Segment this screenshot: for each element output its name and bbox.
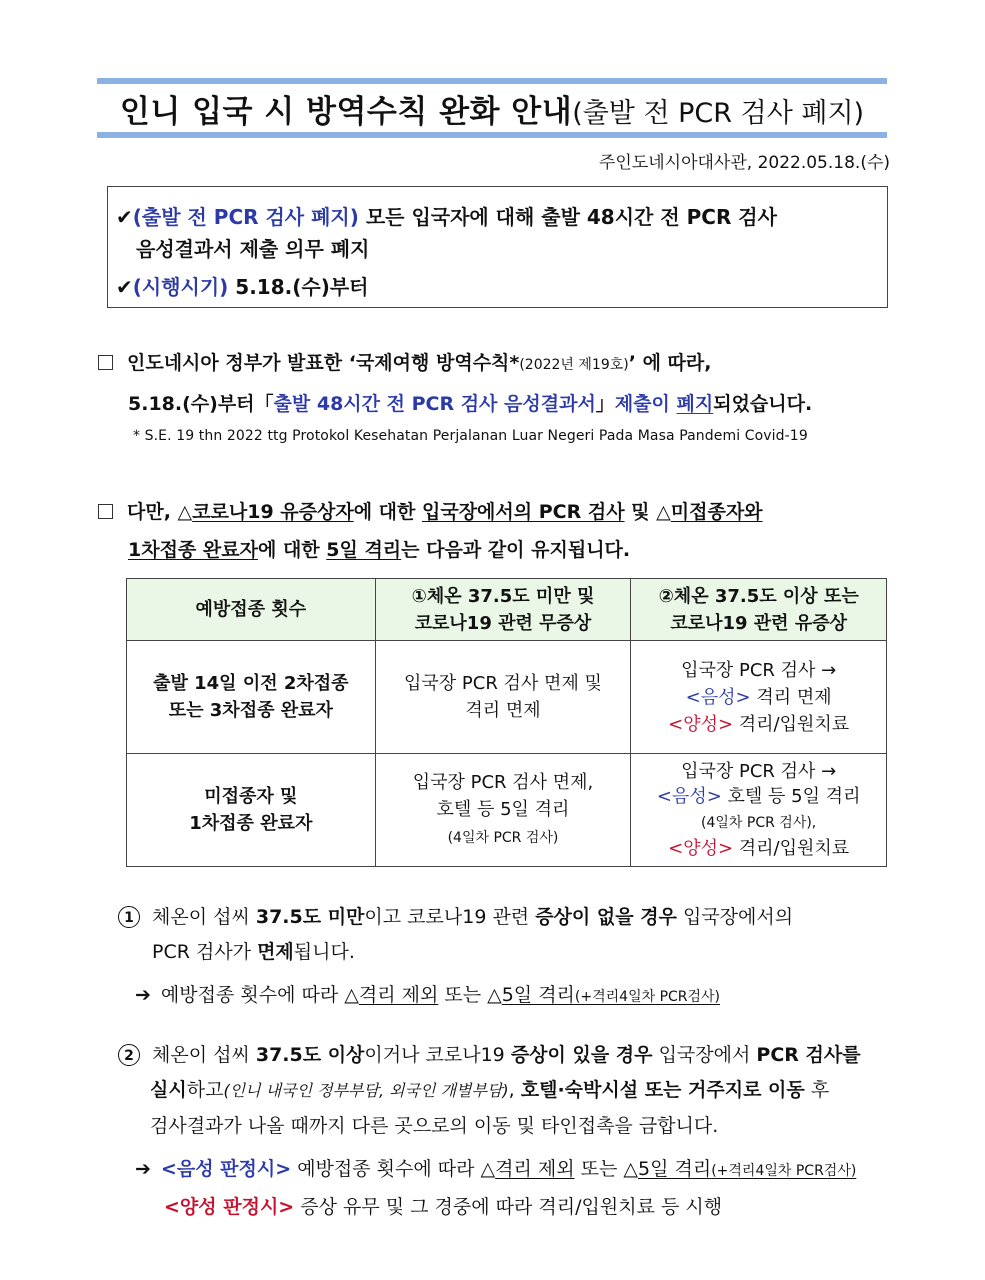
table-cell: 미접종자 및 1차접종 완료자	[127, 754, 376, 867]
item1-line2: PCR 검사가 면제됩니다.	[152, 941, 355, 963]
circled-number-2: 2	[118, 1044, 140, 1066]
title-sub: (출발 전 PCR 검사 폐지)	[572, 98, 865, 129]
circled-number-1: 1	[118, 906, 140, 928]
table-header-row	[127, 579, 887, 641]
footnote: * S.E. 19 thn 2022 ttg Protokol Kesehatan Perjalanan Luar Negeri Pada Masa Pandemi Covid-19	[133, 428, 808, 444]
section1-line1: 인도네시아 정부가 발표한 ‘국제여행 방역수칙*(2022년 제19호)’ 에 따라,	[98, 348, 711, 375]
arrow-right-icon: ➔	[135, 1158, 151, 1180]
table-cell: 출발 14일 이전 2차접종 또는 3차접종 완료자	[127, 641, 376, 754]
issuer-date: 주인도네시아대사관, 2022.05.18.(수)	[598, 153, 890, 173]
header-cell: ②체온 37.5도 이상 또는 코로나19 관련 유증상	[631, 579, 887, 641]
checkbox-square-icon	[98, 355, 113, 370]
item2-line2: 실시하고(인니 내국인 정부부담, 외국인 개별부담), 호텔·숙박시설 또는 거주지로 이동 후	[150, 1079, 830, 1101]
check-icon: ✔	[116, 275, 133, 299]
header-cell: ①체온 37.5도 미만 및 코로나19 관련 무증상	[375, 579, 631, 641]
quarantine-table	[126, 578, 887, 867]
section2-line2: 1차접종 완료자에 대한 5일 격리는 다음과 같이 유지됩니다.	[128, 539, 631, 561]
header-cell: 예방접종 횟수	[127, 579, 376, 641]
title-main: 인니 입국 시 방역수칙 완화 안내	[119, 94, 573, 130]
summary-item-1: ✔(출발 전 PCR 검사 폐지) 모든 입국자에 대해 출발 48시간 전 PCR 검사	[116, 205, 777, 229]
table-row	[127, 754, 887, 867]
page-title	[97, 86, 887, 131]
table-cell: 입국장 PCR 검사 → <음성> 호텔 등 5일 격리 (4일차 PCR 검사), <양성> 격리/입원치료	[631, 754, 887, 867]
table-cell: 입국장 PCR 검사 면제 및 격리 면제	[375, 641, 631, 754]
item2-line5: <양성 판정시> 증상 유무 및 그 경중에 따라 격리/입원치료 등 시행	[164, 1196, 723, 1218]
item2-line1: 2 체온이 섭씨 37.5도 이상이거나 코로나19 증상이 있을 경우 입국장에서 PCR 검사를	[118, 1040, 861, 1067]
item2-line4: ➔ <음성 판정시> 예방접종 횟수에 따라 △격리 제외 또는 △5일 격리(+격리4일차 PCR검사)	[135, 1158, 857, 1180]
check-icon: ✔	[116, 205, 133, 229]
arrow-right-icon: ➔	[135, 984, 151, 1006]
title-top-rule	[97, 78, 887, 84]
item2-line3: 검사결과가 나올 때까지 다른 곳으로의 이동 및 타인접촉을 금합니다.	[150, 1115, 719, 1137]
section1-line2: 5.18.(수)부터「출발 48시간 전 PCR 검사 음성결과서」제출이 폐지되었습니다.	[128, 393, 813, 415]
summary-item-1-cont: 음성결과서 제출 의무 폐지	[136, 237, 370, 261]
item1-line1: 1 체온이 섭씨 37.5도 미만이고 코로나19 관련 증상이 없을 경우 입국장에서의	[118, 902, 793, 929]
table-row	[127, 641, 887, 754]
table-cell: 입국장 PCR 검사 면제, 호텔 등 5일 격리 (4일차 PCR 검사)	[375, 754, 631, 867]
summary-item-2: ✔(시행시기) 5.18.(수)부터	[116, 275, 369, 299]
item1-line3: ➔ 예방접종 횟수에 따라 △격리 제외 또는 △5일 격리(+격리4일차 PCR검사)	[135, 984, 721, 1006]
title-bottom-rule	[97, 132, 887, 138]
summary-box	[107, 186, 888, 308]
checkbox-square-icon	[98, 504, 113, 519]
table-cell: 입국장 PCR 검사 → <음성> 격리 면제 <양성> 격리/입원치료	[631, 641, 887, 754]
section2-line1: 다만, △코로나19 유증상자에 대한 입국장에서의 PCR 검사 및 △미접종자와	[98, 497, 763, 524]
